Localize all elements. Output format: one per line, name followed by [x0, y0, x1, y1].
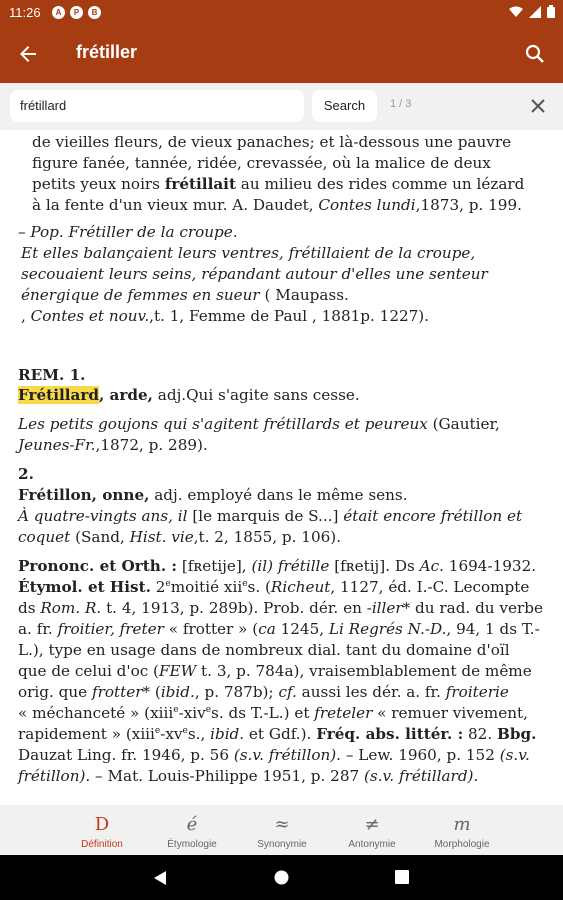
- recents-square-icon[interactable]: [395, 870, 409, 884]
- nav-etymology[interactable]: [147, 805, 237, 855]
- search-highlight: Frétillard: [18, 386, 99, 404]
- etymology-line: orig. que frotter* (ibid., p. 787b); cf. aussi les dér. a. fr. froiterie: [18, 683, 509, 701]
- text-line: de vieilles fleurs, de vieux panaches; et là-dessous une pauvre: [32, 133, 512, 151]
- bottom-navigation: [0, 805, 563, 855]
- definition-content[interactable]: [0, 130, 563, 805]
- nav-synonymy[interactable]: [237, 805, 327, 855]
- etymology-line: que de celui d'oc (FEW t. 3, p. 784a), vraisemblablement de même: [18, 662, 532, 680]
- nav-antonymy[interactable]: [327, 805, 417, 855]
- etymology-line: « méchanceté » (xiii$^e$-xiv$^e$s. ds T.-L.) et freteler « remuer vivement,: [18, 704, 528, 722]
- close-icon[interactable]: [528, 96, 548, 116]
- notification-b-icon: B: [88, 6, 101, 19]
- remark-number: 2.: [18, 465, 34, 483]
- nav-label: Antonymie: [348, 839, 396, 850]
- back-arrow-icon[interactable]: [16, 42, 40, 66]
- signal-icon: [529, 6, 541, 18]
- etymology-line: a. fr. froitier, freter « frotter » (ca 1245, Li Regrés N.-D., 94, 1 ds T.-: [18, 620, 540, 638]
- bibliography-line: Dauzat Ling. fr. 1946, p. 56 (s.v. frétillon). – Lew. 1960, p. 152 (s.v.: [18, 746, 530, 764]
- back-triangle-icon[interactable]: [153, 870, 167, 886]
- remark-heading: REM. 1.: [18, 366, 86, 384]
- find-match-count: 1 / 3: [390, 98, 412, 110]
- home-circle-icon[interactable]: [274, 870, 289, 885]
- battery-icon: [547, 5, 555, 18]
- find-search-button[interactable]: Search: [312, 90, 377, 122]
- quote-line: énergique de femmes en sueur ( Maupass.: [21, 286, 349, 304]
- find-bar: [0, 83, 563, 130]
- morphology-icon: m: [453, 814, 471, 835]
- etymology-line: rapidement » ($xiii^e-xv^es$., ibid. et Gdf.). Fréq. abs. littér. : 82. Bbg.: [18, 725, 537, 743]
- quote-line: secouaient leurs seins, répandant autour d'elles une senteur: [21, 265, 488, 283]
- nav-morphology[interactable]: [417, 805, 507, 855]
- text-line: figure fanée, tannée, ridée, crevassée, où la malice de deux: [32, 154, 491, 172]
- notification-a-icon: A: [52, 6, 65, 19]
- nav-label: Synonymie: [257, 839, 307, 850]
- nav-label: Définition: [81, 839, 123, 850]
- system-navigation-bar: [0, 855, 563, 900]
- nav-definition[interactable]: [57, 805, 147, 855]
- app-bar: [0, 26, 563, 83]
- example-line: Les petits goujons qui s'agitent frétillards et peureux (Gautier,: [18, 415, 500, 433]
- status-notification-icons: [52, 6, 101, 19]
- example-line: coquet (Sand, Hist. vie,t. 2, 1855, p. 106).: [18, 528, 342, 546]
- text-line: à la fente d'un vieux mur. A. Daudet, Contes lundi,1873, p. 199.: [32, 196, 522, 214]
- status-time: 11:26: [9, 5, 41, 20]
- etymology-line: ds Rom. R. t. 4, 1913, p. 289b). Prob. dér. en -iller* du rad. du verbe: [18, 599, 543, 617]
- nav-label: Étymologie: [167, 839, 217, 850]
- headword-line: Frétillon, onne, adj. employé dans le même sens.: [18, 486, 408, 504]
- quote-line: Et elles balançaient leurs ventres, frétillaient de la croupe,: [21, 244, 476, 262]
- usage-heading: – Pop. Frétiller de la croupe.: [18, 223, 238, 241]
- page-title: frétiller: [76, 42, 138, 62]
- status-right-icons: [509, 5, 555, 18]
- etymology-line: L.), type en usage dans de nombreux dial. tant du domaine d'oïl: [18, 641, 510, 659]
- search-icon[interactable]: [523, 42, 547, 66]
- example-line: Jeunes-Fr.,1872, p. 289).: [18, 436, 208, 454]
- etymology-icon: é: [186, 814, 198, 835]
- synonymy-icon: ≈: [274, 814, 290, 835]
- status-bar: [0, 0, 563, 26]
- nav-label: Morphologie: [434, 839, 490, 850]
- notification-p-icon: P: [70, 6, 83, 19]
- pronunciation-line: Prononc. et Orth. : [fʀetije], (il) frétille [fʀetij]. Ds Ac. 1694-1932.: [18, 557, 537, 575]
- headword-line: Frétillard, arde, adj.Qui s'agite sans cesse.: [18, 386, 360, 404]
- text-line: petits yeux noirs frétillait au milieu des rides comme un lézard: [32, 175, 525, 193]
- find-input[interactable]: frétillard: [10, 90, 304, 122]
- etymology-line: Étymol. et Hist. 2emoitié xii$^e$s. (Richeut, 1127, éd. I.-C. Lecompte: [18, 578, 530, 596]
- bibliography-line: frétillon). – Mat. Louis-Philippe 1951, p. 287 (s.v. frétillard).: [18, 767, 479, 785]
- antonymy-icon: ≠: [364, 814, 380, 835]
- citation-line: , Contes et nouv.,t. 1, Femme de Paul , 1881p. 1227).: [21, 307, 430, 325]
- definition-icon: D: [94, 814, 110, 835]
- wifi-icon: [509, 6, 523, 18]
- example-line: À quatre-vingts ans, il [le marquis de S...] était encore frétillon et: [18, 507, 523, 525]
